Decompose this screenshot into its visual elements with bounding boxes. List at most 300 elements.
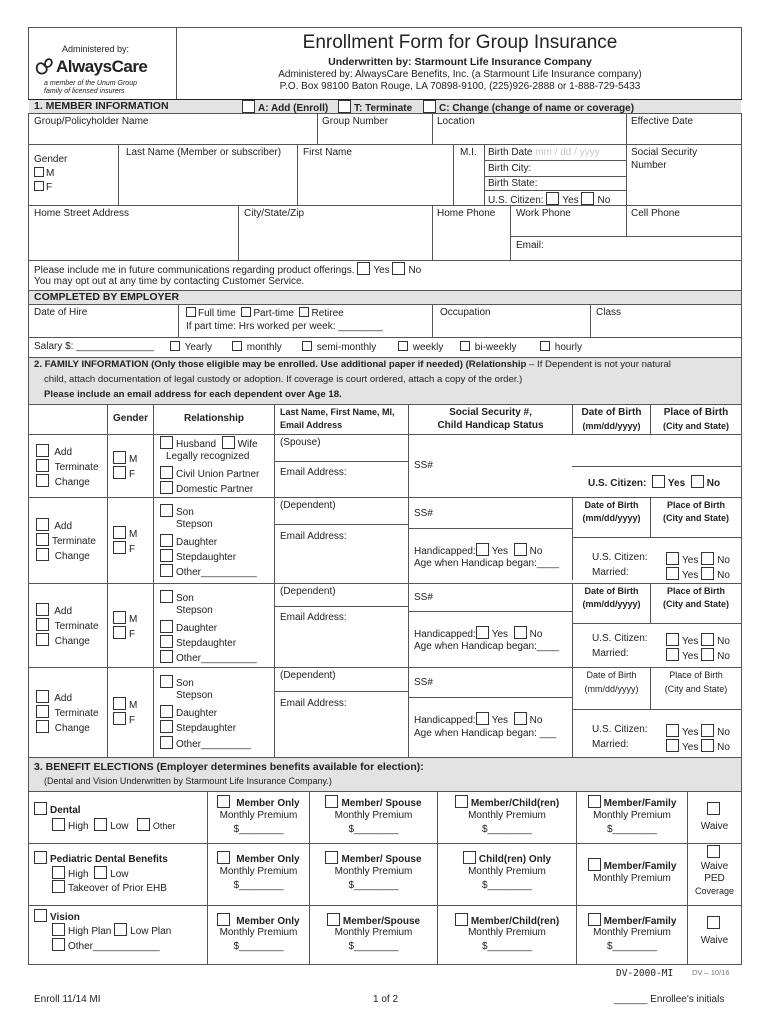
gender-m-checkbox[interactable] <box>34 167 44 177</box>
dental-member-family-premium: Monthly Premium <box>593 810 671 821</box>
dental-plans <box>52 818 175 833</box>
dep3-citizen-opts <box>666 724 730 739</box>
vision-other-checkbox[interactable] <box>52 938 65 951</box>
dep1-change-checkbox[interactable] <box>36 548 49 561</box>
ped-children-only-amount[interactable]: $________ <box>481 880 533 891</box>
dep3-son-label: Son <box>176 678 194 689</box>
dep3-f-label: F <box>129 715 136 726</box>
dep3-stepdaughter[interactable] <box>160 720 236 735</box>
dep2-f-checkbox[interactable] <box>113 626 126 639</box>
dep2-stepdaughter[interactable] <box>160 635 236 650</box>
dep2-handicap-yes-checkbox[interactable] <box>476 626 489 639</box>
dep1-f-label: F <box>129 544 136 555</box>
vision-member-only-checkbox[interactable] <box>217 913 230 926</box>
dep1-handicapped <box>414 543 542 558</box>
dep1-pob-header: Place of Birth <box>666 500 725 510</box>
change-checkbox[interactable] <box>423 100 436 113</box>
vision-member-children-amount[interactable]: $________ <box>481 941 533 952</box>
vision-other[interactable] <box>52 938 160 953</box>
pediatric-dental[interactable] <box>34 851 168 866</box>
dep3-f[interactable] <box>113 712 135 727</box>
ped-member-only[interactable] <box>208 851 309 866</box>
dep1-dob-format: (mm/dd/yyyy) <box>582 513 641 523</box>
dep3-m-label: M <box>129 700 138 711</box>
dep2-other-label: Other__________ <box>176 653 257 664</box>
dep3-terminate[interactable] <box>36 705 99 720</box>
weekly-checkbox[interactable] <box>398 341 408 351</box>
ped-member-spouse[interactable] <box>310 851 437 866</box>
dep3-married-no-checkbox[interactable] <box>701 739 714 752</box>
gender-m[interactable] <box>34 167 54 180</box>
vision-waive-checkbox[interactable] <box>707 916 720 929</box>
vision-member-spouse-label: Member/Spouse <box>342 916 421 927</box>
birth-date-input[interactable]: mm / dd / yyyy <box>535 147 600 158</box>
dental-member-only-label: Member Only <box>236 798 300 809</box>
class-label: Class <box>596 307 622 318</box>
salary-label: Salary $: ______________ <box>34 341 155 352</box>
vision-member-children-checkbox[interactable] <box>455 913 468 926</box>
dental-waive[interactable] <box>688 802 741 833</box>
ped-children-only-premium: Monthly Premium <box>468 866 546 877</box>
dep1-ssn-label: SS# <box>414 508 433 519</box>
dep1-handicapped-label: Handicapped: <box>414 546 476 557</box>
dep2-email-label: Email Address: <box>280 612 347 623</box>
spouse-citizen-yes-checkbox[interactable] <box>652 475 665 488</box>
dep2-citizen-yes-label: Yes <box>682 636 699 647</box>
dep1-add[interactable] <box>36 518 72 533</box>
dep3-dob-header: Date of Birth <box>586 670 637 680</box>
dep1-married-yes-label: Yes <box>682 570 699 581</box>
vision-waive[interactable] <box>688 916 741 947</box>
dep1-other[interactable] <box>160 564 257 579</box>
col-pob: Place of Birth <box>663 407 729 418</box>
dep3-other[interactable] <box>160 736 251 751</box>
ped-member-spouse-amount[interactable]: $________ <box>348 880 399 891</box>
dep2-daughter-label: Daughter <box>176 623 218 634</box>
effective-date-label: Effective Date <box>631 116 694 127</box>
vision-low-plan-label: Low Plan <box>130 926 172 937</box>
rel-husband-wife <box>160 436 258 451</box>
dep1-citizen-no-checkbox[interactable] <box>701 552 714 565</box>
dental-high-checkbox[interactable] <box>52 818 65 831</box>
spouse-citizen-yes-label: Yes <box>667 478 686 489</box>
spouse-terminate[interactable] <box>36 459 99 474</box>
add-checkbox[interactable] <box>242 100 255 113</box>
pediatric-low-label: Low <box>110 869 129 880</box>
spouse-add-label: Add <box>54 447 73 458</box>
dep3-citizen-no-checkbox[interactable] <box>701 724 714 737</box>
dep1-handicap-no-checkbox[interactable] <box>514 543 527 556</box>
hourly-checkbox[interactable] <box>540 341 550 351</box>
us-citizen-label: U.S. Citizen: <box>488 195 544 206</box>
dep3-f-checkbox[interactable] <box>113 712 126 725</box>
dep1-terminate-checkbox[interactable] <box>36 533 49 546</box>
logo-text: AlwaysCare <box>56 57 148 76</box>
dep2-ssn-label: SS# <box>414 592 433 603</box>
spouse-citizen-no-label: No <box>706 478 721 489</box>
dep1-other-checkbox[interactable] <box>160 564 173 577</box>
pediatric-checkbox[interactable] <box>34 851 47 864</box>
dental-member-only[interactable] <box>208 795 309 810</box>
salary-hourly[interactable] <box>540 341 582 354</box>
dep1-change[interactable] <box>36 548 90 563</box>
full-time-checkbox[interactable] <box>186 307 196 317</box>
pediatric-label: Pediatric Dental Benefits <box>50 854 168 865</box>
dep3-email-label: Email Address: <box>280 698 347 709</box>
spouse-add[interactable] <box>36 444 72 459</box>
form-code: DV-2000-MI <box>616 968 674 979</box>
col-handicap: Child Handicap Status <box>437 420 544 431</box>
dep1-f-checkbox[interactable] <box>113 541 126 554</box>
salary-weekly[interactable] <box>398 341 443 354</box>
dental-member-family-label: Member/Family <box>603 798 677 809</box>
dental-member-spouse[interactable] <box>310 795 437 810</box>
dental-other-label: Other <box>152 821 176 831</box>
optout-text: You may opt out at any time by contacting Customer Service. <box>34 276 305 287</box>
rel-civil-union[interactable] <box>160 466 259 481</box>
dep3-stepdaughter-checkbox[interactable] <box>160 720 173 733</box>
comm-yes-checkbox[interactable] <box>357 262 370 275</box>
dep3-citizen-label: U.S. Citizen: <box>592 724 648 735</box>
vision-checkbox[interactable] <box>34 909 47 922</box>
dental-low-checkbox[interactable] <box>94 818 107 831</box>
ped-member-only-checkbox[interactable] <box>217 851 230 864</box>
bi-weekly-checkbox[interactable] <box>460 341 470 351</box>
dep1-daughter[interactable] <box>160 534 217 549</box>
gender-label: Gender <box>34 154 68 165</box>
vision-member-family[interactable] <box>577 913 687 928</box>
home-address-label: Home Street Address <box>34 208 130 219</box>
dep2-son[interactable] <box>160 590 194 605</box>
dep1-m-label: M <box>129 529 138 540</box>
section2-title-rest: – If Dependent is not your natural <box>526 359 671 370</box>
dep1-m-checkbox[interactable] <box>113 526 126 539</box>
dep3-change[interactable] <box>36 720 90 735</box>
dep1-stepdaughter-checkbox[interactable] <box>160 549 173 562</box>
dep3-m[interactable] <box>113 697 137 712</box>
salary-bi-weekly[interactable] <box>460 341 516 354</box>
birth-date-text: Birth Date <box>488 147 533 158</box>
dep1-son-checkbox[interactable] <box>160 504 173 517</box>
dep3-add[interactable] <box>36 690 72 705</box>
salary-monthly[interactable] <box>232 341 282 354</box>
ped-member-family-label: Member/Family <box>603 861 677 872</box>
dep1-change-label: Change <box>54 551 90 562</box>
dep2-married-no-label: No <box>717 651 730 662</box>
vision-high-plan-checkbox[interactable] <box>52 923 65 936</box>
dental-member-spouse-amount[interactable]: $________ <box>348 824 399 835</box>
spouse-f[interactable] <box>113 466 135 481</box>
vision-member-family-amount[interactable]: $________ <box>606 941 658 952</box>
dep2-age-handicap: Age when Handicap began:____ <box>414 641 560 652</box>
vision-member-only-amount[interactable]: $________ <box>233 941 284 952</box>
dep3-daughter-label: Daughter <box>176 708 218 719</box>
salary-yearly[interactable] <box>170 341 212 354</box>
vision-member-spouse-amount[interactable]: $________ <box>348 941 399 952</box>
ped-member-family[interactable] <box>577 858 687 873</box>
domestic-partner-checkbox[interactable] <box>160 481 173 494</box>
dep2-citizen-no-label: No <box>717 636 730 647</box>
pediatric-high-checkbox[interactable] <box>52 866 65 879</box>
civil-union-checkbox[interactable] <box>160 466 173 479</box>
dep2-other-checkbox[interactable] <box>160 650 173 663</box>
dental-member-spouse-premium: Monthly Premium <box>334 810 413 821</box>
opt-terminate-label: T: Terminate <box>354 103 413 114</box>
col-name: Last Name, First Name, MI, <box>280 407 395 417</box>
dep2-daughter[interactable] <box>160 620 217 635</box>
retiree-checkbox[interactable] <box>299 307 309 317</box>
dental-member-children[interactable] <box>438 795 576 810</box>
spouse-label: (Spouse) <box>280 437 321 448</box>
ssn-label: Social Security <box>631 147 698 158</box>
dep3-change-label: Change <box>54 723 90 734</box>
ped-label: PED <box>704 873 725 884</box>
spouse-email-label: Email Address: <box>280 467 347 478</box>
gender-f[interactable] <box>34 181 52 194</box>
dep2-handicapped-label: Handicapped: <box>414 629 476 640</box>
dep1-stepson-label: Stepson <box>176 519 213 530</box>
pediatric-low-checkbox[interactable] <box>94 866 107 879</box>
citizen-no-checkbox[interactable] <box>581 192 594 205</box>
dental-member-children-amount[interactable]: $________ <box>481 824 533 835</box>
dep2-handicap-no-checkbox[interactable] <box>514 626 527 639</box>
dep3-other-label: Other_________ <box>176 739 252 750</box>
dep1-married-no-checkbox[interactable] <box>701 567 714 580</box>
pediatric-plans <box>52 866 129 881</box>
dep1-married-label: Married: <box>592 567 629 578</box>
dental-label: Dental <box>50 805 81 816</box>
dental-member-children-checkbox[interactable] <box>455 795 468 808</box>
dep1-son[interactable] <box>160 504 194 519</box>
dental-member-only-amount[interactable]: $________ <box>233 824 284 835</box>
dental-member-only-checkbox[interactable] <box>217 795 230 808</box>
ped-member-spouse-premium: Monthly Premium <box>334 866 413 877</box>
dep3-citizen-yes-checkbox[interactable] <box>666 724 679 737</box>
takeover-label: Takeover of Prior EHB <box>68 883 167 894</box>
dep2-son-checkbox[interactable] <box>160 590 173 603</box>
last-name-label: Last Name (Member or subscriber) <box>126 147 282 158</box>
dep2-stepdaughter-label: Stepdaughter <box>176 638 237 649</box>
dep1-handicap-yes-checkbox[interactable] <box>476 543 489 556</box>
part-time-label: Part-time <box>253 308 294 319</box>
spouse-f-checkbox[interactable] <box>113 466 126 479</box>
address-line: P.O. Box 98100 Baton Rouge, LA 70898-9100, (225)926-2888 or 1-888-729-5433 <box>279 81 641 92</box>
husband-checkbox[interactable] <box>160 436 173 449</box>
comm-no-checkbox[interactable] <box>392 262 405 275</box>
monthly-checkbox[interactable] <box>232 341 242 351</box>
spouse-citizen-no-checkbox[interactable] <box>691 475 704 488</box>
dep2-daughter-checkbox[interactable] <box>160 620 173 633</box>
rel-domestic[interactable] <box>160 481 253 496</box>
dep2-citizen-no-checkbox[interactable] <box>701 633 714 646</box>
form-version: DV – 10/16 <box>692 968 730 977</box>
dep3-son[interactable] <box>160 675 194 690</box>
dep1-handicap-yes-label: Yes <box>491 546 509 557</box>
wife-checkbox[interactable] <box>222 436 235 449</box>
dep1-f[interactable] <box>113 541 135 556</box>
dep3-m-checkbox[interactable] <box>113 697 126 710</box>
dep1-add-checkbox[interactable] <box>36 518 49 531</box>
dep1-age-handicap: Age when Handicap began:____ <box>414 558 560 569</box>
vision[interactable] <box>34 909 80 924</box>
gender-f-checkbox[interactable] <box>34 181 44 191</box>
dep1-stepdaughter-label: Stepdaughter <box>176 552 237 563</box>
dental-member-family-checkbox[interactable] <box>588 795 601 808</box>
ped-children-only-label: Child(ren) Only <box>478 854 552 865</box>
dep2-citizen-yes-checkbox[interactable] <box>666 633 679 646</box>
dep1-daughter-checkbox[interactable] <box>160 534 173 547</box>
work-phone-label: Work Phone <box>516 208 571 219</box>
dep1-daughter-label: Daughter <box>176 537 218 548</box>
dep2-dob-header: Date of Birth <box>584 586 639 596</box>
ped-member-only-amount[interactable]: $________ <box>233 880 284 891</box>
dep3-daughter[interactable] <box>160 705 217 720</box>
comm-preference <box>34 262 421 277</box>
dep2-married-label: Married: <box>592 648 629 659</box>
ped-children-only[interactable] <box>438 851 576 866</box>
dep3-other-checkbox[interactable] <box>160 736 173 749</box>
group-policyholder-label: Group/Policyholder Name <box>34 116 149 127</box>
dep2-m[interactable] <box>113 611 137 626</box>
spouse-m-checkbox[interactable] <box>113 451 126 464</box>
citizen-yes-checkbox[interactable] <box>546 192 559 205</box>
ped-waive[interactable] <box>688 845 741 897</box>
dep2-married-yes-checkbox[interactable] <box>666 648 679 661</box>
col-relationship: Relationship <box>183 413 244 424</box>
ped-member-family-checkbox[interactable] <box>588 858 601 871</box>
dep3-married-yes-label: Yes <box>682 742 699 753</box>
dep1-citizen-no-label: No <box>717 555 730 566</box>
dental-waive-checkbox[interactable] <box>707 802 720 815</box>
ped-coverage-label: Coverage <box>694 885 735 896</box>
dep2-stepson-label: Stepson <box>176 605 213 616</box>
hours-per-week: If part time: Hrs worked per week: ________ <box>186 321 383 332</box>
dep1-m[interactable] <box>113 526 137 541</box>
spouse-change[interactable] <box>36 474 90 489</box>
spouse-add-checkbox[interactable] <box>36 444 49 457</box>
dep3-terminate-checkbox[interactable] <box>36 705 49 718</box>
section2-title <box>34 359 671 371</box>
dep2-dob-format: (mm/dd/yyyy) <box>582 599 641 609</box>
dep3-daughter-checkbox[interactable] <box>160 705 173 718</box>
dep3-handicap-yes-checkbox[interactable] <box>476 712 489 725</box>
yearly-checkbox[interactable] <box>170 341 180 351</box>
dep2-citizen-opts <box>666 633 730 648</box>
spouse-f-label: F <box>129 469 136 480</box>
dep1-terminate[interactable] <box>36 533 96 548</box>
first-name-label: First Name <box>303 147 352 158</box>
vision-low-plan-checkbox[interactable] <box>114 923 127 936</box>
dep2-change[interactable] <box>36 633 90 648</box>
yearly-label: Yearly <box>184 342 213 353</box>
spouse-change-checkbox[interactable] <box>36 474 49 487</box>
dep2-change-checkbox[interactable] <box>36 633 49 646</box>
dental-member-family-amount[interactable]: $________ <box>606 824 658 835</box>
dep1-son-label: Son <box>176 507 194 518</box>
dep2-terminate-checkbox[interactable] <box>36 618 49 631</box>
ped-member-spouse-checkbox[interactable] <box>325 851 338 864</box>
dental-other-checkbox[interactable] <box>137 818 150 831</box>
spouse-change-label: Change <box>54 477 90 488</box>
dep2-f[interactable] <box>113 626 135 641</box>
section2-line3: Please include an email address for each dependent over Age 18. <box>44 389 342 400</box>
terminate-checkbox[interactable] <box>338 100 351 113</box>
vision-member-only[interactable] <box>208 913 309 928</box>
vision-member-family-checkbox[interactable] <box>588 913 601 926</box>
dep2-terminate[interactable] <box>36 618 99 633</box>
dep2-handicapped <box>414 626 542 641</box>
alwayscare-logo <box>34 57 147 77</box>
dep3-handicap-no-checkbox[interactable] <box>514 712 527 725</box>
col-pob-format: (City and State) <box>662 421 729 431</box>
ped-waive-checkbox[interactable] <box>707 845 720 858</box>
dep3-add-label: Add <box>54 693 73 704</box>
dep1-citizen-yes-checkbox[interactable] <box>666 552 679 565</box>
dep2-other[interactable] <box>160 650 257 665</box>
page-number: 1 of 2 <box>373 994 399 1005</box>
dep3-pob-header: Place of Birth <box>669 670 723 680</box>
enrollee-initials[interactable]: ______ Enrollee's initials <box>614 994 725 1005</box>
salary-semi-monthly[interactable] <box>302 341 376 354</box>
dep3-dependent-label: (Dependent) <box>280 670 336 681</box>
hourly-label: hourly <box>554 342 583 353</box>
dep1-stepdaughter[interactable] <box>160 549 236 564</box>
ped-children-only-checkbox[interactable] <box>463 851 476 864</box>
spouse-terminate-checkbox[interactable] <box>36 459 49 472</box>
ped-member-family-premium: Monthly Premium <box>593 873 671 884</box>
dental-checkbox[interactable] <box>34 802 47 815</box>
spouse-citizen-label: U.S. Citizen: <box>588 478 647 489</box>
full-time-label: Full time <box>198 308 236 319</box>
dental-high-label: High <box>68 821 89 832</box>
spouse-m-label: M <box>129 454 138 465</box>
vision-waive-label: Waive <box>700 935 729 946</box>
dep3-terminate-label: Terminate <box>54 708 99 719</box>
part-time-checkbox[interactable] <box>241 307 251 317</box>
section1-title: 1. MEMBER INFORMATION <box>34 100 169 112</box>
vision-member-spouse-checkbox[interactable] <box>327 913 340 926</box>
dep2-add[interactable] <box>36 603 72 618</box>
dental[interactable] <box>34 802 81 817</box>
dep3-married-yes-checkbox[interactable] <box>666 739 679 752</box>
dep2-add-checkbox[interactable] <box>36 603 49 616</box>
dep3-son-checkbox[interactable] <box>160 675 173 688</box>
dep1-married-opts <box>666 567 730 582</box>
dental-member-family[interactable] <box>577 795 687 810</box>
dep2-married-no-checkbox[interactable] <box>701 648 714 661</box>
dep1-married-yes-checkbox[interactable] <box>666 567 679 580</box>
semi-monthly-checkbox[interactable] <box>302 341 312 351</box>
spouse-m[interactable] <box>113 451 137 466</box>
vision-high-plan-label: High Plan <box>68 926 112 937</box>
vision-member-children-premium: Monthly Premium <box>468 927 546 938</box>
vision-member-children[interactable] <box>438 913 576 928</box>
takeover-checkbox[interactable] <box>52 880 65 893</box>
dep3-change-checkbox[interactable] <box>36 720 49 733</box>
dep3-married-opts <box>666 739 730 754</box>
administered-by-label: Administered by: <box>62 44 130 54</box>
dental-member-spouse-checkbox[interactable] <box>325 795 338 808</box>
dep2-stepdaughter-checkbox[interactable] <box>160 635 173 648</box>
employer-title: COMPLETED BY EMPLOYER <box>34 291 180 303</box>
dep3-add-checkbox[interactable] <box>36 690 49 703</box>
pediatric-takeover[interactable] <box>52 880 167 895</box>
dep2-m-checkbox[interactable] <box>113 611 126 624</box>
occupation-label: Occupation <box>440 307 491 318</box>
vision-member-spouse-premium: Monthly Premium <box>334 927 413 938</box>
vision-member-spouse[interactable] <box>310 913 437 928</box>
retiree-label: Retiree <box>311 308 344 319</box>
